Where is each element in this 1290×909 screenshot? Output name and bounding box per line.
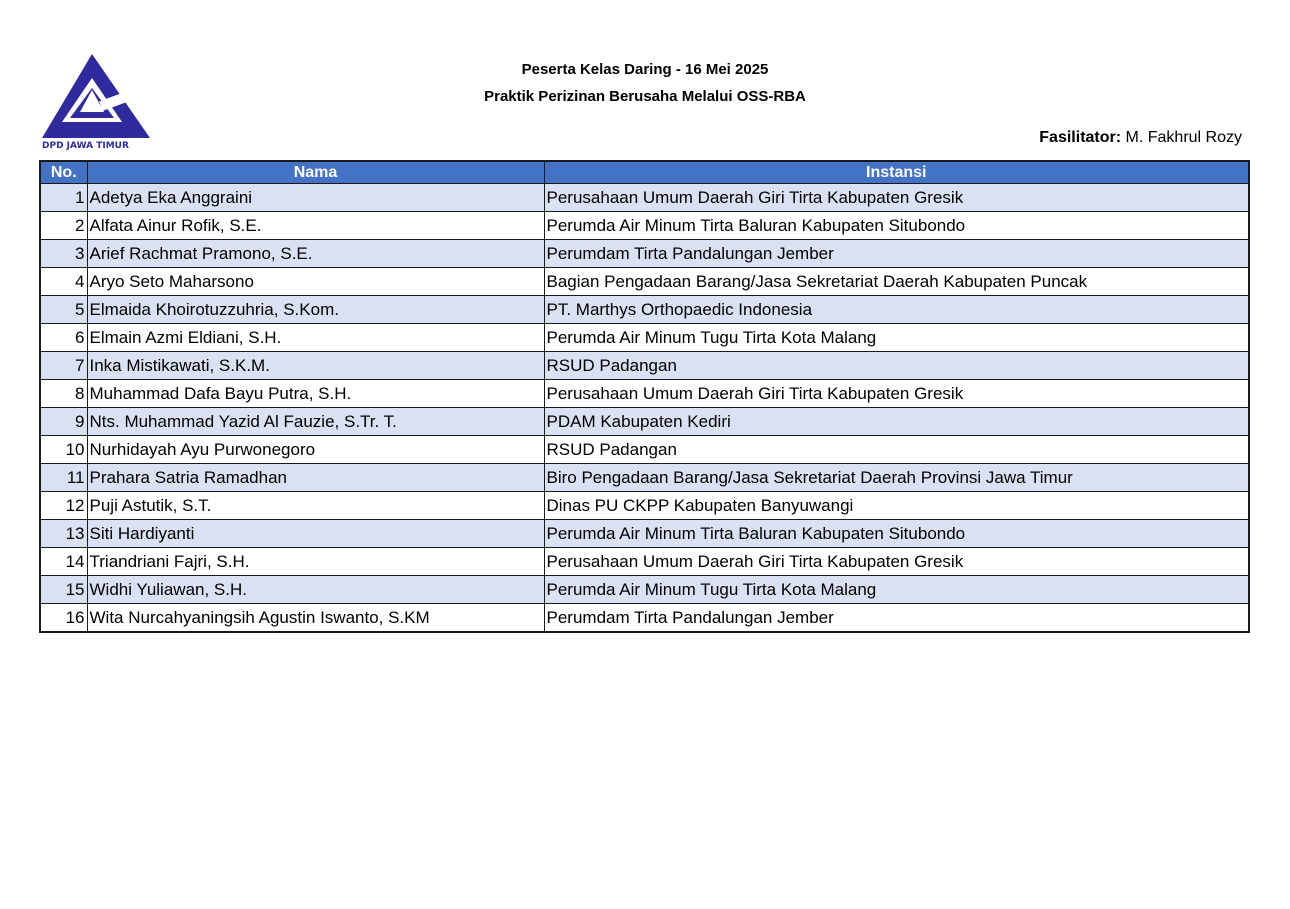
cell-nama: Aryo Seto Maharsono xyxy=(87,268,544,296)
page-subtitle: Praktik Perizinan Berusaha Melalui OSS-RBA xyxy=(484,88,806,105)
table-row xyxy=(40,576,1249,604)
cell-nama: Prahara Satria Ramadhan xyxy=(87,464,544,492)
cell-instansi: Perumdam Tirta Pandalungan Jember xyxy=(544,240,1249,268)
table-row xyxy=(40,436,1249,464)
cell-nama: Triandriani Fajri, S.H. xyxy=(87,548,544,576)
cell-nama: Puji Astutik, S.T. xyxy=(87,492,544,520)
cell-instansi: Dinas PU CKPP Kabupaten Banyuwangi xyxy=(544,492,1249,520)
cell-instansi: RSUD Padangan xyxy=(544,352,1249,380)
cell-nama: Inka Mistikawati, S.K.M. xyxy=(87,352,544,380)
table-row xyxy=(40,240,1249,268)
cell-instansi: Perumda Air Minum Tirta Baluran Kabupaten Situbondo xyxy=(544,212,1249,240)
cell-no: 9 xyxy=(40,408,87,436)
cell-instansi: Perumda Air Minum Tirta Baluran Kabupaten Situbondo xyxy=(544,520,1249,548)
table-row xyxy=(40,408,1249,436)
cell-nama: Nts. Muhammad Yazid Al Fauzie, S.Tr. T. xyxy=(87,408,544,436)
cell-instansi: PT. Marthys Orthopaedic Indonesia xyxy=(544,296,1249,324)
logo-text: DPD JAWA TIMUR xyxy=(42,141,129,151)
cell-instansi: Bagian Pengadaan Barang/Jasa Sekretariat Daerah Kabupaten Puncak xyxy=(544,268,1249,296)
cell-no: 3 xyxy=(40,240,87,268)
cell-nama: Alfata Ainur Rofik, S.E. xyxy=(87,212,544,240)
cell-no: 11 xyxy=(40,464,87,492)
cell-no: 6 xyxy=(40,324,87,352)
table-row xyxy=(40,492,1249,520)
cell-instansi: Perusahaan Umum Daerah Giri Tirta Kabupaten Gresik xyxy=(544,380,1249,408)
cell-nama: Wita Nurcahyaningsih Agustin Iswanto, S.KM xyxy=(87,604,544,633)
column-header-no: No. xyxy=(40,161,87,184)
table-row xyxy=(40,380,1249,408)
cell-instansi: Perumdam Tirta Pandalungan Jember xyxy=(544,604,1249,633)
cell-no: 10 xyxy=(40,436,87,464)
table-row xyxy=(40,268,1249,296)
page-title: Peserta Kelas Daring - 16 Mei 2025 xyxy=(521,61,769,78)
cell-instansi: Perumda Air Minum Tugu Tirta Kota Malang xyxy=(544,576,1249,604)
cell-no: 1 xyxy=(40,184,87,212)
cell-no: 13 xyxy=(40,520,87,548)
cell-nama: Muhammad Dafa Bayu Putra, S.H. xyxy=(87,380,544,408)
cell-no: 7 xyxy=(40,352,87,380)
cell-no: 4 xyxy=(40,268,87,296)
table-row xyxy=(40,324,1249,352)
table-header-row xyxy=(40,161,1249,184)
cell-instansi: Perusahaan Umum Daerah Giri Tirta Kabupaten Gresik xyxy=(544,184,1249,212)
table-row xyxy=(40,464,1249,492)
cell-no: 15 xyxy=(40,576,87,604)
cell-nama: Elmaida Khoirotuzzuhria, S.Kom. xyxy=(87,296,544,324)
cell-instansi: Biro Pengadaan Barang/Jasa Sekretariat Daerah Provinsi Jawa Timur xyxy=(544,464,1249,492)
cell-no: 5 xyxy=(40,296,87,324)
cell-nama: Widhi Yuliawan, S.H. xyxy=(87,576,544,604)
cell-nama: Nurhidayah Ayu Purwonegoro xyxy=(87,436,544,464)
participants-table xyxy=(39,160,1250,633)
cell-no: 2 xyxy=(40,212,87,240)
facilitator-name: M. Fakhrul Rozy xyxy=(1125,129,1242,146)
cell-no: 8 xyxy=(40,380,87,408)
cell-instansi: Perumda Air Minum Tugu Tirta Kota Malang xyxy=(544,324,1249,352)
cell-instansi: Perusahaan Umum Daerah Giri Tirta Kabupaten Gresik xyxy=(544,548,1249,576)
column-header-nama: Nama xyxy=(87,161,544,184)
table-row xyxy=(40,184,1249,212)
table-row xyxy=(40,520,1249,548)
cell-no: 16 xyxy=(40,604,87,633)
cell-no: 14 xyxy=(40,548,87,576)
table-row xyxy=(40,212,1249,240)
cell-instansi: RSUD Padangan xyxy=(544,436,1249,464)
table-row xyxy=(40,604,1249,633)
facilitator-label: Fasilitator: xyxy=(1039,129,1122,146)
table-row xyxy=(40,352,1249,380)
column-header-instansi: Instansi xyxy=(544,161,1249,184)
table-row xyxy=(40,548,1249,576)
cell-nama: Siti Hardiyanti xyxy=(87,520,544,548)
cell-nama: Elmain Azmi Eldiani, S.H. xyxy=(87,324,544,352)
facilitator-info xyxy=(1039,129,1242,147)
cell-no: 12 xyxy=(40,492,87,520)
cell-nama: Adetya Eka Anggraini xyxy=(87,184,544,212)
table-row xyxy=(40,296,1249,324)
cell-instansi: PDAM Kabupaten Kediri xyxy=(544,408,1249,436)
cell-nama: Arief Rachmat Pramono, S.E. xyxy=(87,240,544,268)
